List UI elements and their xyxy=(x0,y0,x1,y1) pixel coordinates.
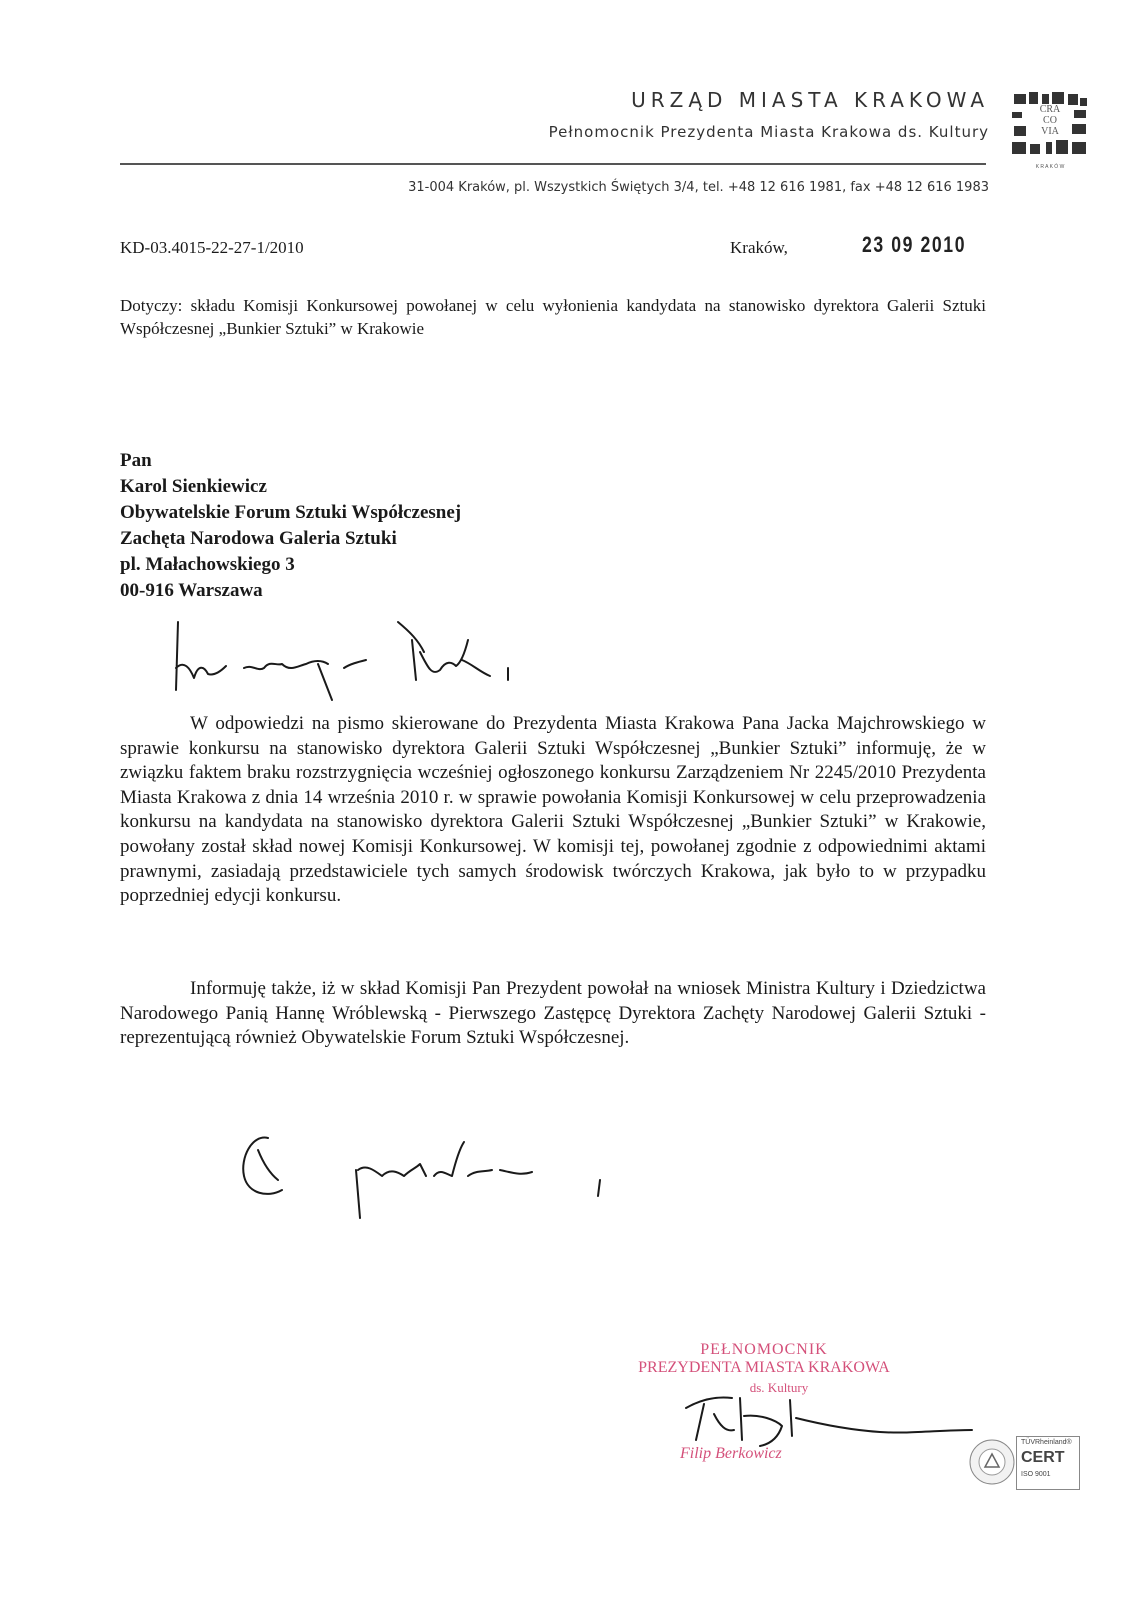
signatory-name: Filip Berkowicz xyxy=(680,1445,782,1462)
svg-text:VIA: VIA xyxy=(1041,126,1059,137)
recipient-name: Karol Sienkiewicz xyxy=(120,476,267,497)
letterhead-title: URZĄD MIASTA KRAKOWA xyxy=(631,88,989,112)
svg-text:CO: CO xyxy=(1043,115,1057,126)
reference-number: KD-03.4015-22-27-1/2010 xyxy=(120,238,304,257)
stamp-line-2: PREZYDENTA MIASTA KRAKOWA xyxy=(638,1359,890,1376)
place-of-issue: Kraków, xyxy=(730,238,788,257)
handwritten-closing-icon xyxy=(243,1138,600,1218)
body-paragraph-1: W odpowiedzi na pismo skierowane do Prezydenta Miasta Krakowa Pana Jacka Majchrowskiego w sprawie konkursu na stanowisko dyrektora Galerii Sztuki Współczesnej „Bunkier Sztuki” informuję, że w związku faktem braku rozstrzygnięcia wcześniej ogłoszonego konkursu Zarządzeniem Nr 2245/2010 Prezydenta Miasta Krakowa z dnia 14 września 2010 r. w sprawie powołania Komisji Konkursowej w celu przeprowadzenia konkursu na kandydata na stanowisko dyrektora Galerii Sztuki Współczesnej „Bunkier Sztuki” w Krakowie, powołany został skład nowej Komisji Konkursowej. W komisji tej, powołanej zgodnie z odpowiednimi aktami prawnymi, zasiadają przedstawiciele tych samych środowisk twórczych Krakowa, jak było to w przypadku poprzedniej edycji konkursu. xyxy=(120,713,986,907)
recipient-street: pl. Małachowskiego 3 xyxy=(120,554,295,575)
letterhead-address: 31-004 Kraków, pl. Wszystkich Świętych 3/4, tel. +48 12 616 1981, fax +48 12 616 1983 xyxy=(408,180,989,195)
recipient-organization: Obywatelskie Forum Sztuki Współczesnej xyxy=(120,502,462,523)
cert-label: CERT xyxy=(1021,1449,1065,1466)
handwritten-greeting-icon xyxy=(176,622,508,700)
date-stamp: 23 09 2010 xyxy=(862,232,967,257)
subject-line: Dotyczy: składu Komisji Konkursowej powołanej w celu wyłonienia kandydata na stanowisko dyrektora Galerii Sztuki Współczesnej „Bunkier Sztuki” w Krakowie xyxy=(120,296,986,338)
cert-label-box xyxy=(1016,1436,1080,1490)
recipient-salutation: Pan xyxy=(120,450,152,471)
svg-text:K R A K Ó W: K R A K Ó W xyxy=(1035,164,1065,170)
svg-text:CRA: CRA xyxy=(1039,104,1061,115)
cert-issuer: TÜVRheinland® xyxy=(1021,1439,1072,1446)
certificate-mark xyxy=(968,1430,1086,1496)
stamp-line-3: ds. Kultury xyxy=(749,1380,809,1395)
stamp-line-1: PEŁNOMOCNIK xyxy=(700,1341,828,1358)
handwritten-signature-icon xyxy=(686,1397,972,1446)
cert-standard: ISO 9001 xyxy=(1021,1471,1051,1478)
tuv-seal-icon xyxy=(968,1430,1016,1496)
recipient-city: 00-916 Warszawa xyxy=(120,580,263,601)
letterhead-subtitle: Pełnomocnik Prezydenta Miasta Krakowa ds. Kultury xyxy=(548,123,989,141)
recipient-institution: Zachęta Narodowa Galeria Sztuki xyxy=(120,528,397,549)
signature-stamp xyxy=(614,1341,914,1397)
body-paragraph-2: Informuję także, iż w skład Komisji Pan Prezydent powołał na wniosek Ministra Kultury i Dziedzictwa Narodowego Panią Hannę Wróblewską - Pierwszego Zastępcę Dyrektora Zachęty Narodowej Galerii Sztuki - reprezentującą również Obywatelskie Forum Sztuki Współczesnej. xyxy=(120,978,986,1049)
